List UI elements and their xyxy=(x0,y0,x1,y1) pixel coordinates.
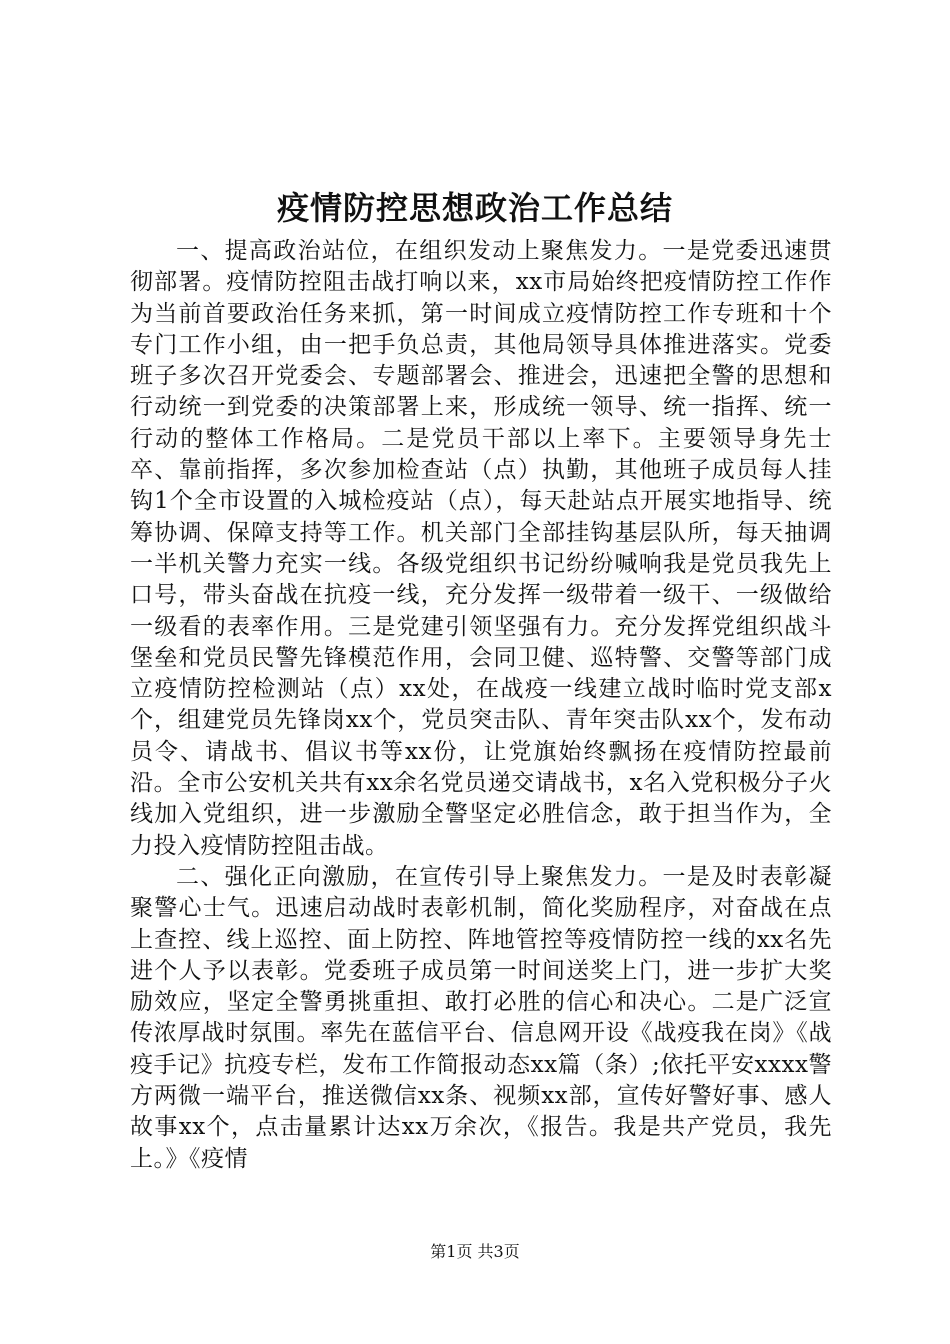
document-body xyxy=(130,236,832,1175)
document-title: 疫情防控思想政治工作总结 xyxy=(276,189,673,227)
paragraph-1: 一、提高政治站位，在组织发动上聚焦发力。一是党委迅速贯彻部署。疫情防控阻击战打响以来，xx市局始终把疫情防控工作作为当前首要政治任务来抓，第一时间成立疫情防控工作专班和十个专门工作小组，由一把手负总责，其他局领导具体推进落实。党委班子多次召开党委会、专题部署会、推进会，迅速把全警的思想和行动统一到党委的决策部署上来，形成统一领导、统一指挥、统一行动的整体工作格局。二是党员干部以上率下。主要领导身先士卒、靠前指挥，多次参加检查站（点）执勤，其他班子成员每人挂钩1个全市设置的入城检疫站（点），每天赴站点开展实地指导、统筹协调、保障支持等工作。机关部门全部挂钩基层队所，每天抽调一半机关警力充实一线。各级党组织书记纷纷喊响我是党员我先上口号，带头奋战在抗疫一线，充分发挥一级带着一级干、一级做给一级看的表率作用。三是党建引领坚强有力。充分发挥党组织战斗堡垒和党员民警先锋模范作用，会同卫健、巡特警、交警等部门成立疫情防控检测站（点）xx处，在战疫一线建立战时临时党支部x个，组建党员先锋岗xx个，党员突击队、青年突击队xx个，发布动员令、请战书、倡议书等xx份，让党旗始终飘扬在疫情防控最前沿。全市公安机关共有xx余名党员递交请战书，x名入党积极分子火线加入党组织，进一步激励全警坚定必胜信念，敢于担当作为，全力投入疫情防控阻击战。 xyxy=(130,238,832,859)
page-footer: 第1页 共3页 xyxy=(430,1242,520,1261)
paragraph-2: 二、强化正向激励，在宣传引导上聚焦发力。一是及时表彰凝聚警心士气。迅速启动战时表彰机制，简化奖励程序，对奋战在点上查控、线上巡控、面上防控、阵地管控等疫情防控一线的xx名先进个人予以表彰。党委班子成员第一时间送奖上门，进一步扩大奖励效应，坚定全警勇挑重担、敢打必胜的信心和决心。二是广泛宣传浓厚战时氛围。率先在蓝信平台、信息网开设《战疫我在岗》《战疫手记》抗疫专栏，发布工作简报动态xx篇（条）;依托平安xxxx警方两微一端平台，推送微信xx条、视频xx部，宣传好警好事、感人故事xx个，点击量累计达xx万余次，《报告。我是共产党员，我先上。》《疫情 xyxy=(130,863,832,1172)
